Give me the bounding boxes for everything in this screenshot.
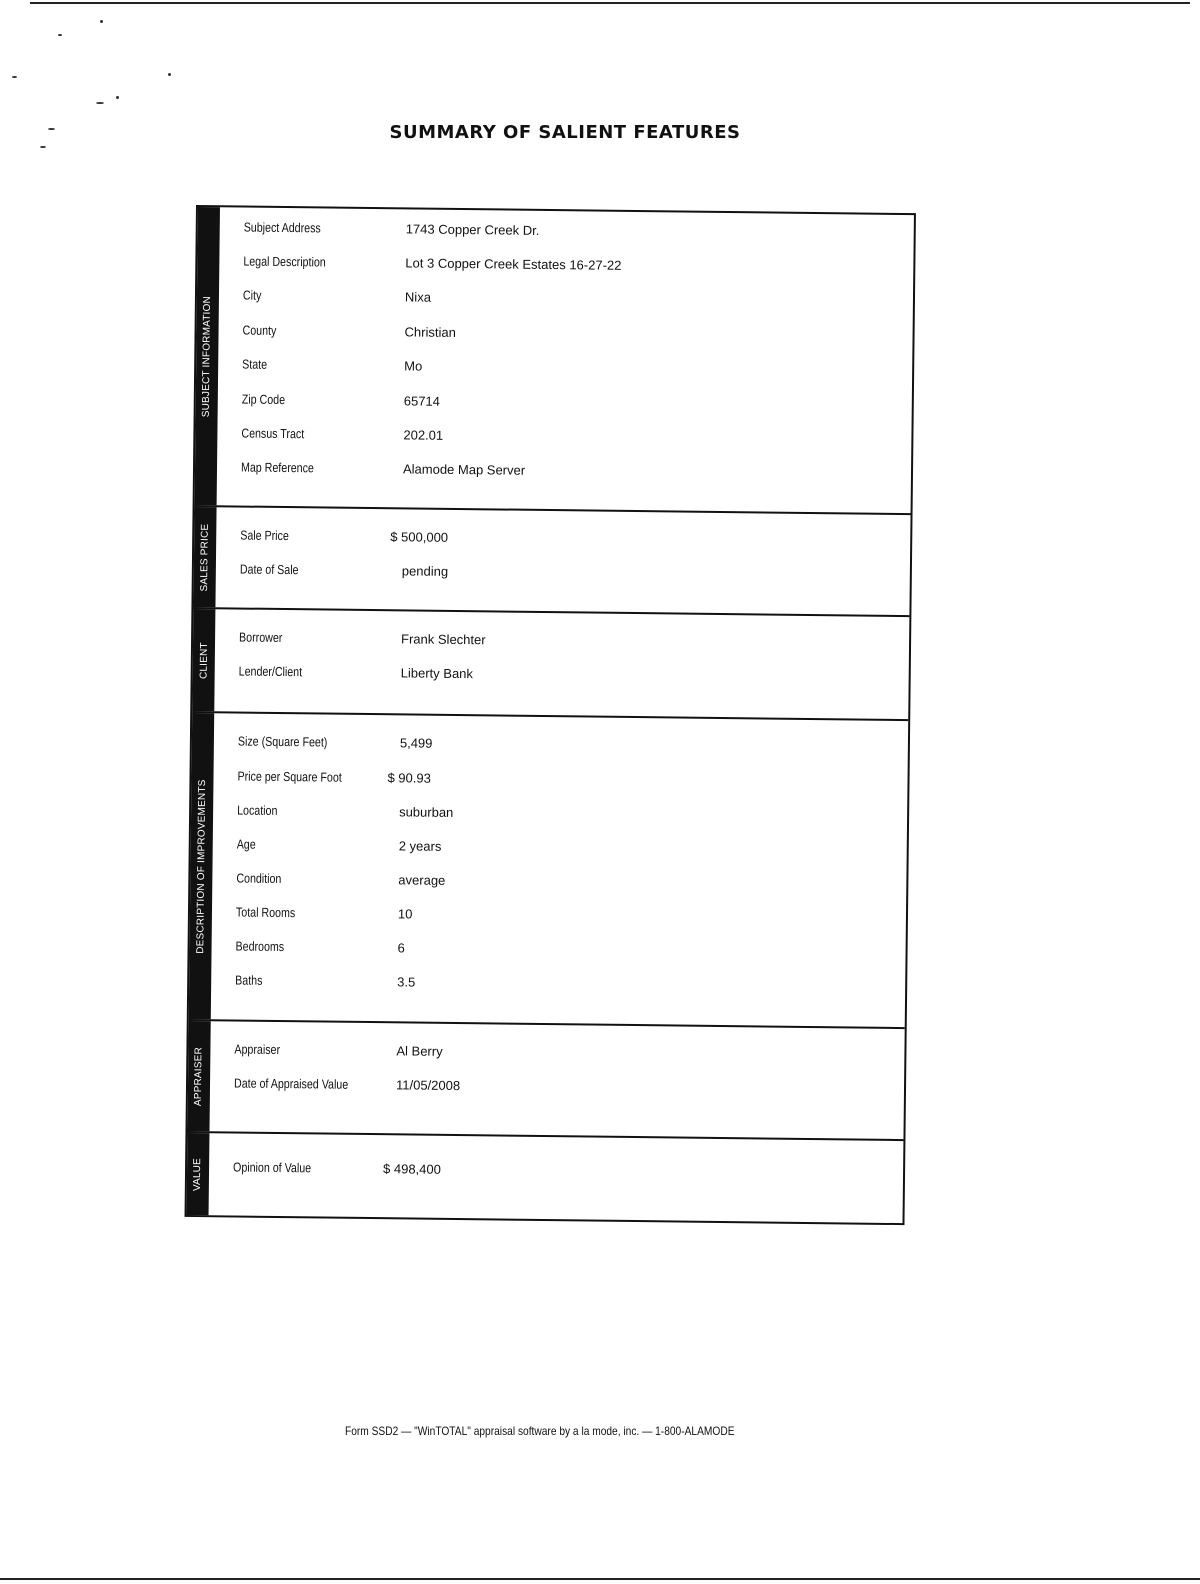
- field-row: [197, 287, 913, 317]
- field-row: [190, 904, 906, 934]
- scan-speck: [116, 96, 119, 99]
- section-tab-label: CLIENT: [198, 641, 210, 679]
- salient-features-form: [185, 205, 916, 1225]
- section-tab-label: SUBJECT INFORMATION: [201, 295, 214, 417]
- subject-address-value: 1743 Copper Creek Dr.: [405, 221, 540, 238]
- zip-code-label: Zip Code: [241, 391, 286, 408]
- section-tab-label: SALES PRICE: [199, 523, 211, 592]
- section-tab-label: VALUE: [192, 1157, 204, 1191]
- field-row: [191, 768, 907, 798]
- field-row: [197, 253, 913, 283]
- county-label: County: [242, 322, 277, 338]
- borrower-value: Frank Slechter: [401, 631, 486, 648]
- section-tab: [192, 609, 215, 711]
- field-row: [188, 1075, 904, 1105]
- scan-speck: [168, 73, 171, 76]
- sales-price-section: [193, 507, 910, 617]
- value-section: [187, 1133, 904, 1223]
- size-value: 5,499: [399, 735, 433, 751]
- county-value: Christian: [404, 324, 456, 340]
- sale-price-label: Sale Price: [240, 527, 289, 544]
- bottom-scan-edge: [0, 1578, 1200, 1580]
- location-value: suburban: [399, 804, 454, 820]
- map-reference-label: Map Reference: [240, 459, 315, 476]
- lender-client-label: Lender/Client: [238, 663, 303, 680]
- price-per-square-foot-label: Price per Square Foot: [237, 768, 342, 785]
- total-rooms-label: Total Rooms: [235, 904, 296, 921]
- appraiser-value: Al Berry: [396, 1043, 443, 1059]
- legal-description-value: Lot 3 Copper Creek Estates 16-27-22: [405, 255, 622, 273]
- field-row: [193, 663, 909, 693]
- lender-client-value: Liberty Bank: [400, 665, 474, 682]
- field-row: [188, 1041, 904, 1071]
- field-row: [191, 836, 907, 866]
- field-row: [195, 425, 911, 455]
- client-section: [192, 609, 909, 721]
- age-label: Age: [236, 836, 256, 852]
- age-value: 2 years: [398, 838, 442, 854]
- baths-value: 3.5: [397, 974, 416, 990]
- city-value: Nixa: [404, 289, 432, 305]
- opinion-of-value-label: Opinion of Value: [233, 1159, 312, 1176]
- field-row: [194, 527, 910, 557]
- field-row: [196, 391, 912, 421]
- zip-code-value: 65714: [403, 393, 441, 409]
- scan-speck: [100, 20, 103, 23]
- scan-speck: [40, 146, 46, 148]
- field-row: [196, 322, 912, 352]
- census-tract-value: 202.01: [403, 427, 444, 443]
- date-of-appraised-value-label: Date of Appraised Value: [233, 1075, 349, 1092]
- opinion-of-value-value: $ 498,400: [382, 1161, 442, 1177]
- subject-information-section: [195, 207, 914, 515]
- bedrooms-value: 6: [397, 940, 405, 956]
- form-footer: Form SSD2 — "WinTOTAL" appraisal software by a la mode, inc. — 1-800-ALAMODE: [345, 1424, 735, 1438]
- census-tract-label: Census Tract: [241, 425, 305, 442]
- date-of-sale-label: Date of Sale: [239, 561, 299, 578]
- state-value: Mo: [404, 358, 423, 374]
- size-label: Size (Square Feet): [237, 733, 328, 750]
- price-per-square-foot-value: $ 90.93: [387, 770, 431, 786]
- field-row: [189, 938, 905, 968]
- section-tab-label: DESCRIPTION OF IMPROVEMENTS: [195, 778, 208, 954]
- baths-label: Baths: [235, 972, 263, 988]
- field-row: [192, 733, 908, 763]
- section-tab: [193, 507, 216, 607]
- location-label: Location: [237, 802, 278, 818]
- borrower-label: Borrower: [239, 629, 283, 646]
- section-tab-label: APPRAISER: [193, 1046, 205, 1106]
- scan-speck: [12, 76, 17, 78]
- sale-price-value: $ 500,000: [390, 529, 449, 545]
- field-row: [198, 219, 914, 249]
- appraiser-label: Appraiser: [234, 1041, 281, 1058]
- bedrooms-label: Bedrooms: [235, 938, 285, 955]
- top-scan-edge: [30, 2, 1190, 4]
- appraiser-section: [187, 1021, 904, 1141]
- field-row: [194, 561, 910, 591]
- field-row: [195, 459, 911, 489]
- field-row: [191, 802, 907, 832]
- document-title: SUMMARY OF SALIENT FEATURES: [389, 122, 741, 143]
- legal-description-label: Legal Description: [243, 253, 326, 270]
- field-row: [187, 1159, 903, 1189]
- condition-value: average: [398, 872, 446, 888]
- field-row: [189, 972, 905, 1002]
- date-of-appraised-value-value: 11/05/2008: [395, 1077, 461, 1094]
- state-label: State: [242, 356, 268, 372]
- scan-speck: [58, 34, 62, 36]
- improvements-section: [189, 713, 908, 1029]
- scan-speck: [96, 102, 104, 104]
- total-rooms-value: 10: [397, 906, 413, 922]
- condition-label: Condition: [236, 870, 282, 887]
- subject-address-label: Subject Address: [243, 219, 321, 236]
- city-label: City: [242, 287, 262, 303]
- date-of-sale-value: pending: [401, 563, 449, 579]
- field-row: [196, 356, 912, 386]
- field-row: [190, 870, 906, 900]
- field-row: [193, 629, 909, 659]
- map-reference-value: Alamode Map Server: [402, 461, 526, 478]
